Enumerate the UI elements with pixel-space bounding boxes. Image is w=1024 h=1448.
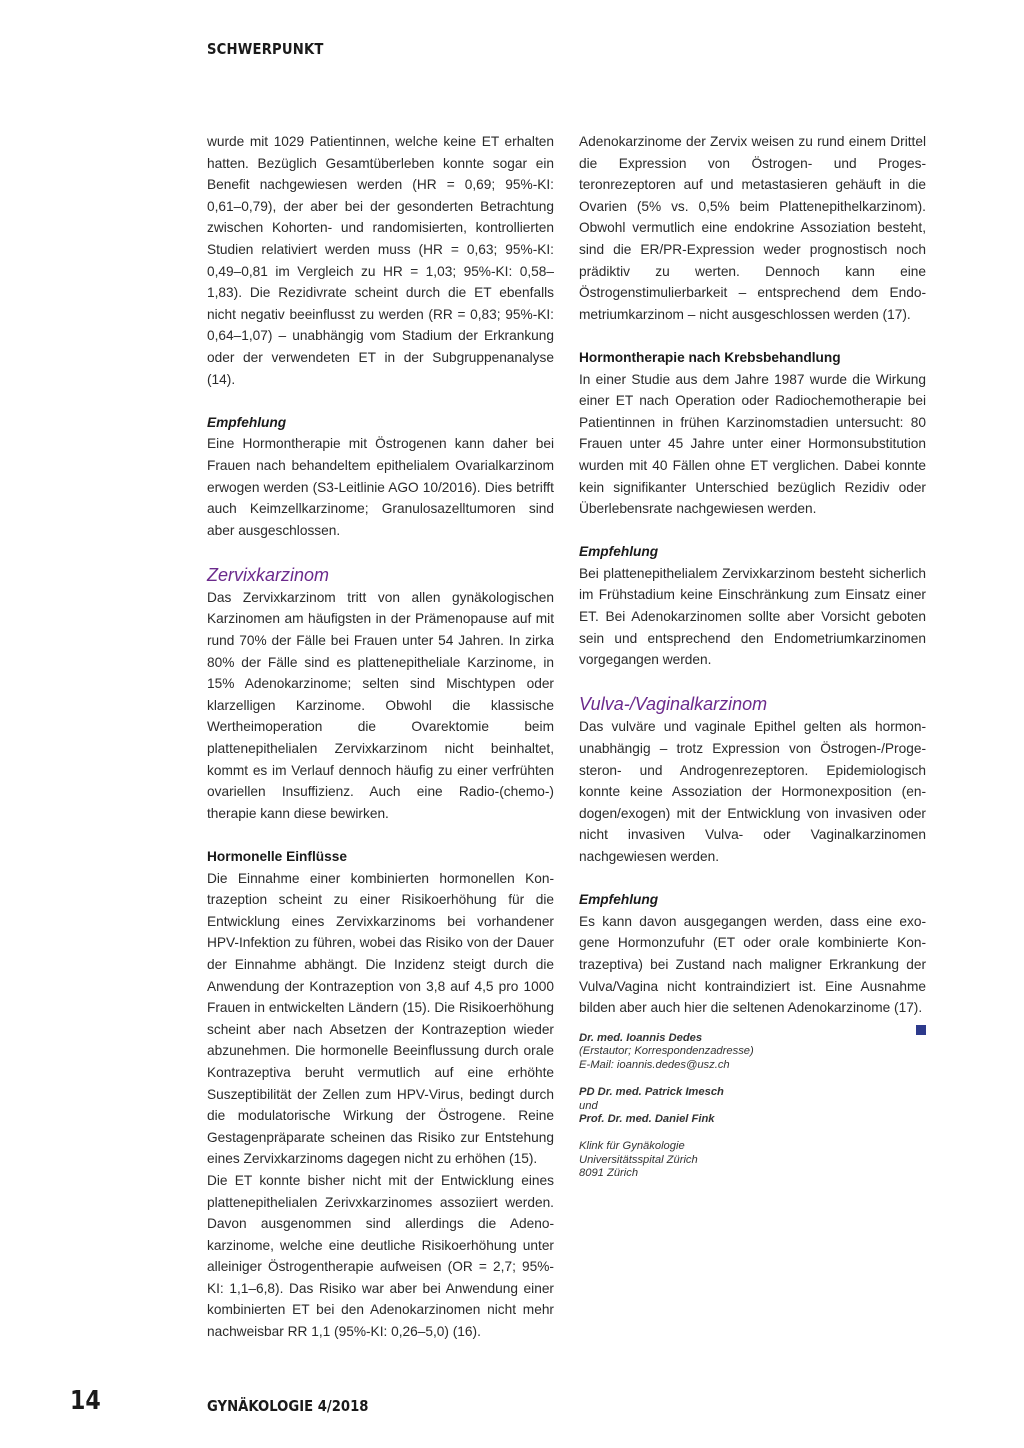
body-paragraph: Die ET konnte bisher nicht mit der Entwicklung eines plattenepithelialen Zerivxkarzinomes assoziiert werden. Davon ausgenommen sind allerdings die Adenokarzinome, welche eine deutliche Risikoerhöhung unter alleiniger Östrogentherapie aufweisen (OR = 2,7; 95%-KI: 1,1–6,8). Das Risiko war aber bei Anwendung einer kombinierten ET bei den Adenokarzinomen nicht mehr nachweisbar RR 1,1 (95%-KI: 0,26–5,0) (16).: [207, 1172, 554, 1340]
end-of-article-square-icon: [916, 1025, 926, 1035]
body-paragraph: In einer Studie aus dem Jahre 1987 wurde die Wirkung einer ET nach Operation oder Radiochemotherapie bei Patientinnen in frühen Karzinomstadien untersucht: 80 Frauen unter 45 Jahre unter einer Hormonsubstitution wurden mit 40 Fällen ohne ET verglichen. Dabei konnte kein signifikanter Unterschied bezüglich Rezidiv oder Überlebensrate nachgewiesen werden.: [579, 371, 926, 517]
institution-line: Klink für Gynäkologie: [579, 1139, 685, 1152]
institution-line: Universitätsspital Zürich: [579, 1153, 698, 1166]
running-header: SCHWERPUNKT: [207, 40, 324, 58]
recommendation-text: [579, 911, 926, 1019]
author-conjunction: und: [579, 1099, 598, 1112]
body-paragraph: Das Zervixkarzinom tritt von allen gynäkologischen Karzinomen am häufigsten in der Prämenopause auf mit rund 70% der Fälle bei Frauen unter 54 Jahren. In zirka 80% der Fälle sind es plattenepitheliale Karzinome, in 15% Adenokarzinome; selten sind Mischtypen oder klarzelligen Karzinome. Obwohl die klassische Wertheimoperation die Ovarektomie beim plattenepithelialen Zervixkarzinom nicht beinhaltet, kommt es im Verlauf dennoch häufig zu einer verfrühten ovariellen Insuffizienz. Auch eine Radio-(chemo-) therapie kann diese bewirken.: [207, 589, 554, 821]
author-name: Prof. Dr. med. Daniel Fink: [579, 1113, 715, 1126]
section-heading-vulva-vaginalkarzinom: Vulva-/Vaginalkarzinom: [579, 694, 768, 715]
page-number: 14: [70, 1386, 101, 1416]
author-email: E-Mail: ioannis.dedes@usz.ch: [579, 1059, 730, 1072]
body-paragraph: wurde mit 1029 Patientinnen, welche keine ET erhalten hatten. Bezüglich Gesamtüberleben konnte sogar ein Benefit nachgewiesen werden (HR = 0,69; 95%-KI: 0,61–0,79), der aber bei der gesonderten Betrachtung zwischen Kohorten- und randomisierten, kontrollierten Studien relativiert werden muss (HR = 0,63; 95%-KI: 0,49–0,81 im Vergleich zu HR = 1,03; 95%-KI: 0,58–1,83). Die Rezidivrate scheint durch die ET ebenfalls nicht negativ beeinflusst zu werden (RR = 0,83; 95%-KI: 0,64–1,07) – unabhängig vom Stadium der Erkrankung oder der verwendeten ET in der Subgruppenanalyse (14).: [207, 134, 554, 387]
recommendation-heading: Empfehlung: [207, 414, 287, 430]
recommendation-heading: Empfehlung: [579, 892, 659, 908]
institution-line: 8091 Zürich: [579, 1167, 639, 1180]
body-paragraph: Adenokarzinome der Zervix weisen zu rund einem Drittel die Expression von Östrogen- und Progesteronrezeptoren auf und metastasieren gehäuft in die Ovarien (5% vs. 0,5% beim Plattenepithelkarzinom). Obwohl vermutlich eine endokrine Assoziation besteht, sind die ER/PR-Expression weder prognostisch noch prädiktiv zu werten. Dennoch kann eine Östrogenstimulierbarkeit – entsprechend dem Endometriumkarzinom – nicht ausgeschlossen werden (17).: [579, 134, 926, 322]
body-paragraph: Das vulväre und vaginale Epithel gelten als hormonunabhängig – trotz Expression von Östrogen-/Progesteron- und Androgenrezeptoren. Epidemiologisch konnte keine Assoziation der Hormonexposition (endogen/exogen) mit der Entwicklung von invasiven oder nicht invasiven Vulva- oder Vaginalkarzinomen nachgewiesen werden.: [579, 719, 926, 864]
right-column: [579, 131, 926, 1181]
author-role: (Erstautor; Korrespondenzadresse): [579, 1045, 754, 1058]
journal-footer: GYNÄKOLOGIE 4/2018: [207, 1397, 369, 1415]
section-heading-zervixkarzinom: Zervixkarzinom: [207, 564, 330, 585]
recommendation-heading: Empfehlung: [579, 544, 659, 560]
subheading-hormonelle-einfluesse: Hormonelle Einflüsse: [207, 849, 347, 864]
recommendation-text: Bei plattenepithelialem Zervixkarzinom besteht sicherlich im Frühstadium keine Einschränkung zum Einsatz einer ET. Bei Adenokarzinomen sollte aber Vorsicht geboten sein und entsprechend den Endometriumkarzinomen vorgegangen werden.: [579, 565, 926, 668]
body-paragraph: Die Einnahme einer kombinierten hormonellen Kontrazeption scheint zu einer Risikoerhöhung für die Entwicklung eines Zervixkarzinoms bei vorhandener HPV-Infektion zu führen, wobei das Risiko von der Dauer der Einnahme abhängt. Die Inzidenz steigt durch die Anwendung der Kontrazeption von 3,8 auf 4,5 pro 1000 Frauen in entwickelten Ländern (15). Die Risikoerhöhung scheint aber nach Absetzen der Kontrazeption wieder abzunehmen. Die hormonelle Beeinflussung durch orale Kontrazeptiva beruht vermutlich auf eine erhöhte Suszeptibilität der Zellen zum HPV-Virus, bedingt durch die modulatorische Wirkung der Östrogene. Reine Gestagenpräparate scheinen das Risiko zur Entstehung eines Zervixkarzinoms dagegen nicht zu erhöhen (15).: [207, 870, 554, 1167]
author-name: Dr. med. Ioannis Dedes: [579, 1031, 703, 1044]
subheading-hormontherapie: Hormontherapie nach Krebsbehandlung: [579, 349, 841, 365]
left-column: [207, 131, 554, 1343]
author-info: [579, 1032, 926, 1181]
recommendation-text-body: Es kann davon ausgegangen werden, dass eine exogene Hormonzufuhr (ET oder orale kombinierte Kontrazeptiva) bei Zustand nach maligner Erkrankung der Vulva/Vagina nicht kontraindiziert ist. Eine Ausnahme bilden aber auch hier die seltenen Adenokarzinome (17).: [579, 913, 926, 1016]
author-name: PD Dr. med. Patrick Imesch: [579, 1085, 724, 1098]
recommendation-text: Eine Hormontherapie mit Östrogenen kann daher bei Frauen nach behandeltem epithelialem Ovarialkarzinom erwogen werden (S3-Leitlinie AGO 10/2016). Dies betrifft auch Keimzellkarzinome; Granulosazelltumoren sind aber ausgeschlossen.: [207, 436, 554, 538]
